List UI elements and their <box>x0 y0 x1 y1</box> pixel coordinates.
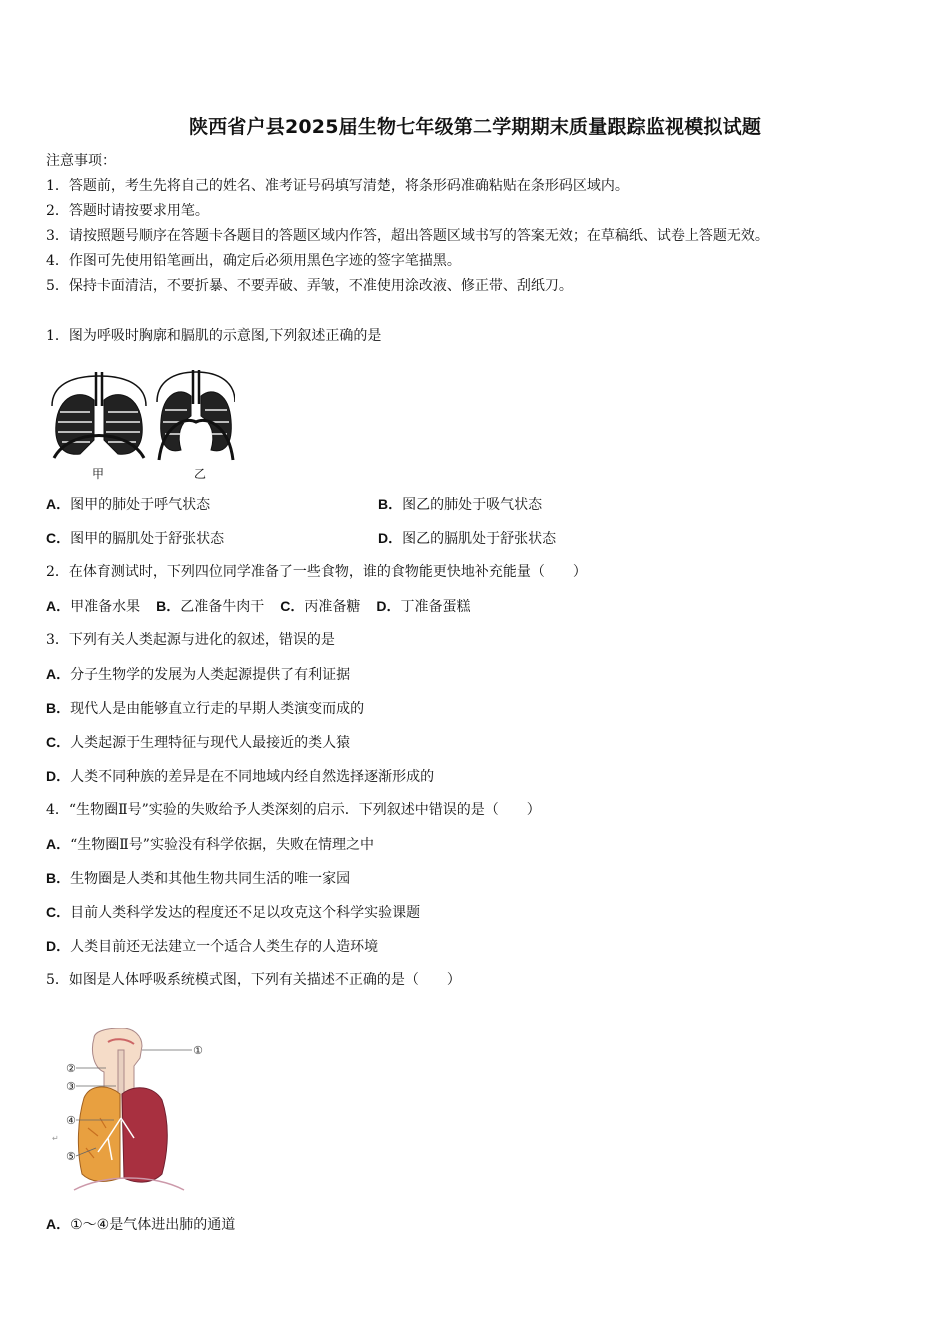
option-d[interactable]: D．人类不同种族的差异是在不同地域内经自然选择逐渐形成的 <box>46 768 435 785</box>
notice-item: 1．答题前，考生先将自己的姓名、准考证号码填写清楚，将条形码准确粘贴在条形码区域内。 <box>46 178 629 194</box>
notice-item: 2．答题时请按要求用笔。 <box>46 203 209 219</box>
option-d[interactable]: D．图乙的膈肌处于舒张状态 <box>378 530 557 547</box>
option-b[interactable]: B．图乙的肺处于吸气状态 <box>378 496 543 513</box>
option-c[interactable]: C．丙准备糖 <box>280 598 361 615</box>
notice-item: 5．保持卡面清洁，不要折暴、不要弄破、弄皱，不准使用涂改液、修正带、刮纸刀。 <box>46 278 573 294</box>
figure-label-jia: 甲 <box>92 467 105 481</box>
paragraph-mark: ↵ <box>52 1134 59 1143</box>
option-d[interactable]: D．人类目前还无法建立一个适合人类生存的人造环境 <box>46 938 379 955</box>
page-title: 陕西省户县2025届生物七年级第二学期期末质量跟踪监视模拟试题 <box>188 116 762 138</box>
thorax-diaphragm-figure <box>50 366 235 481</box>
label-1: ① <box>193 1044 203 1057</box>
figure-jia <box>52 372 146 458</box>
figure-label-yi: 乙 <box>194 467 207 481</box>
question-4-stem: 4．“生物圈Ⅱ号”实验的失败给予人类深刻的启示．下列叙述中错误的是（ ） <box>46 802 541 818</box>
option-a[interactable]: A．甲准备水果 <box>46 598 141 615</box>
question-5-stem: 5．如图是人体呼吸系统模式图，下列有关描述不正确的是（ ） <box>46 972 461 988</box>
question-3-stem: 3．下列有关人类起源与进化的叙述，错误的是 <box>46 632 335 648</box>
option-d[interactable]: D．丁准备蛋糕 <box>376 598 471 615</box>
option-a[interactable]: A．①～④是气体进出肺的通道 <box>46 1216 236 1233</box>
option-b[interactable]: B．现代人是由能够直立行走的早期人类演变而成的 <box>46 700 365 717</box>
label-4: ④ <box>66 1114 76 1127</box>
label-5: ⑤ <box>66 1150 76 1163</box>
notice-item: 4．作图可先使用铅笔画出，确定后必须用黑色字迹的签字笔描黑。 <box>46 253 461 269</box>
option-c[interactable]: C．人类起源于生理特征与现代人最接近的类人猿 <box>46 734 351 751</box>
respiratory-system-figure <box>64 1028 214 1196</box>
figure-yi <box>157 370 235 460</box>
option-c[interactable]: C．图甲的膈肌处于舒张状态 <box>46 530 225 547</box>
notice-heading: 注意事项： <box>46 153 116 169</box>
option-a[interactable]: A．“生物圈Ⅱ号”实验没有科学依据，失败在情理之中 <box>46 836 374 853</box>
question-2-stem: 2．在体育测试时，下列四位同学准备了一些食物，谁的食物能更快地补充能量（ ） <box>46 564 587 580</box>
option-a[interactable]: A．图甲的肺处于呼气状态 <box>46 496 211 513</box>
label-3: ③ <box>66 1080 76 1093</box>
question-2-options <box>46 596 471 617</box>
option-c[interactable]: C．目前人类科学发达的程度还不足以攻克这个科学实验课题 <box>46 904 421 921</box>
option-b[interactable]: B．乙准备牛肉干 <box>156 598 265 615</box>
label-2: ② <box>66 1062 76 1075</box>
question-1-stem: 1．图为呼吸时胸廓和膈肌的示意图,下列叙述正确的是 <box>46 328 382 344</box>
option-b[interactable]: B．生物圈是人类和其他生物共同生活的唯一家园 <box>46 870 351 887</box>
option-a[interactable]: A．分子生物学的发展为人类起源提供了有利证据 <box>46 666 351 683</box>
notice-item: 3．请按照题号顺序在答题卡各题目的答题区域内作答，超出答题区域书写的答案无效；在草稿纸、试卷上答题无效。 <box>46 228 769 244</box>
